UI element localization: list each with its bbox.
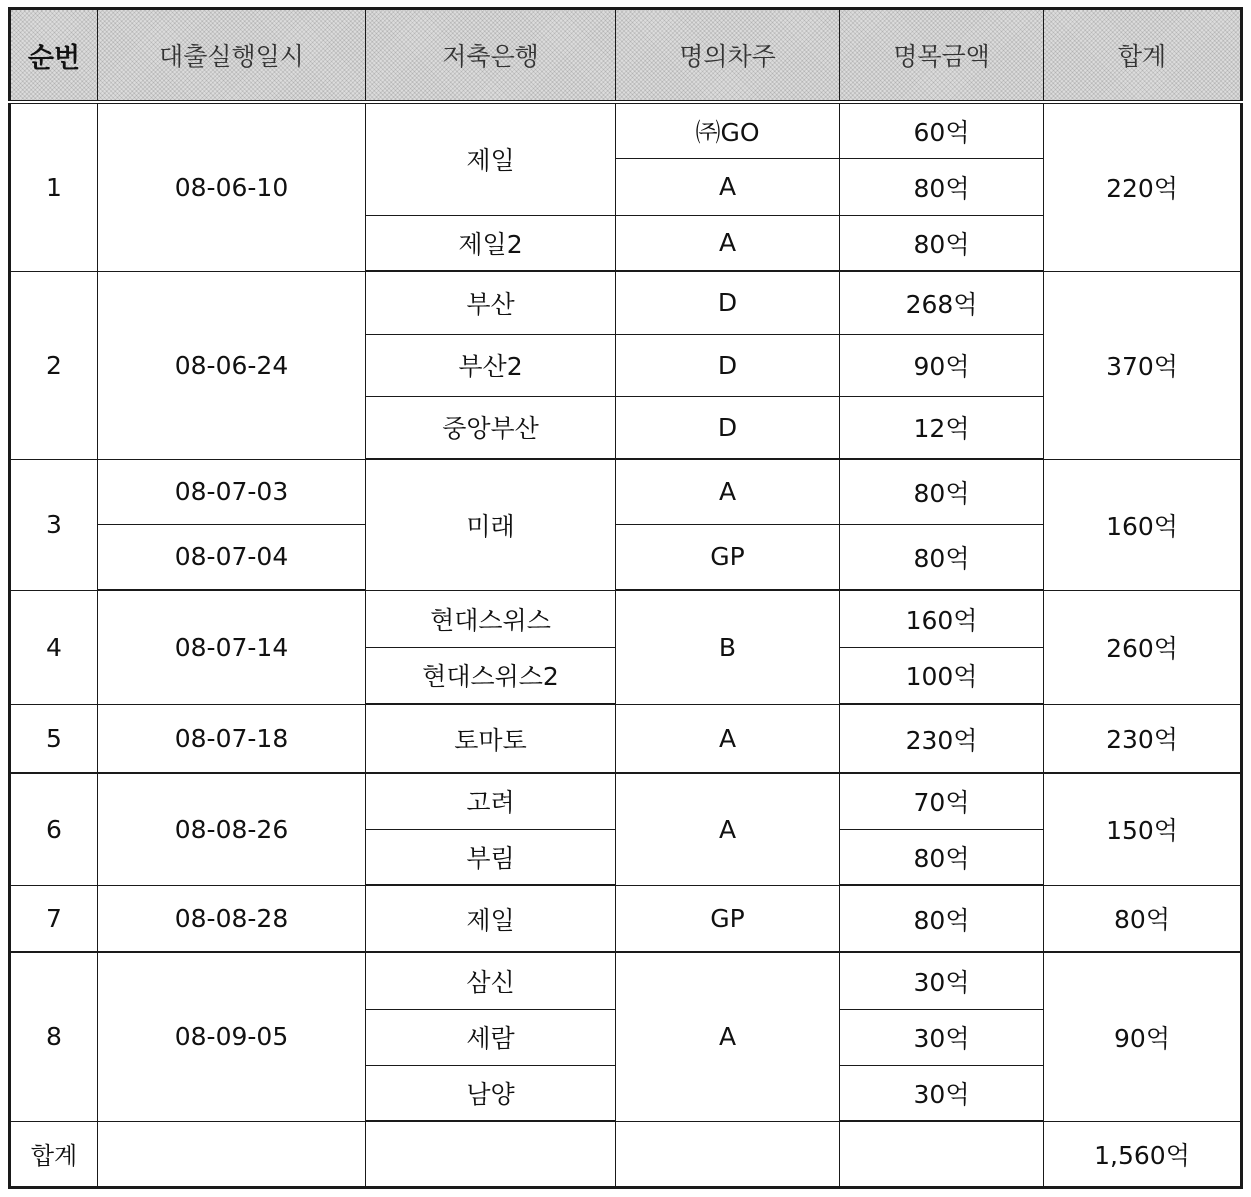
owner-cell: GP (616, 885, 840, 952)
amount-cell: 100억 (840, 647, 1044, 704)
table-row (10, 952, 1242, 1009)
seq-cell: 2 (10, 271, 98, 459)
empty-cell (366, 1121, 616, 1188)
date-cell: 08-09-05 (98, 952, 366, 1121)
empty-cell (840, 1121, 1044, 1188)
amount-cell: 30억 (840, 1065, 1044, 1121)
header-owner: 명의차주 (616, 9, 840, 103)
bank-cell: 제일 (366, 885, 616, 952)
table-row (10, 704, 1242, 773)
empty-cell (616, 1121, 840, 1188)
seq-cell: 5 (10, 704, 98, 773)
grand-total-value: 1,560억 (1044, 1121, 1242, 1188)
amount-cell: 80억 (840, 158, 1044, 215)
amount-cell: 70억 (840, 773, 1044, 829)
owner-cell: D (616, 396, 840, 459)
group-total-cell: 260억 (1044, 590, 1242, 704)
table-row (10, 590, 1242, 647)
group-total-cell: 230억 (1044, 704, 1242, 773)
amount-cell: 30억 (840, 952, 1044, 1009)
bank-cell: 제일 (366, 102, 616, 215)
table-row (10, 102, 1242, 158)
bank-cell: 부림 (366, 829, 616, 885)
header-seq: 순번 (10, 9, 98, 103)
amount-cell: 80억 (840, 829, 1044, 885)
table-row (10, 459, 1242, 524)
table-row (10, 773, 1242, 829)
date-cell: 08-07-18 (98, 704, 366, 773)
amount-cell: 80억 (840, 459, 1044, 524)
owner-cell: A (616, 952, 840, 1121)
group-total-cell: 150억 (1044, 773, 1242, 885)
owner-cell: A (616, 459, 840, 524)
bank-cell: 삼신 (366, 952, 616, 1009)
header-date: 대출실행일시 (98, 9, 366, 103)
owner-cell: B (616, 590, 840, 704)
group-total-cell: 220억 (1044, 102, 1242, 271)
header-total: 합계 (1044, 9, 1242, 103)
date-cell: 08-07-03 (98, 459, 366, 524)
owner-cell: A (616, 158, 840, 215)
group-total-cell: 370억 (1044, 271, 1242, 459)
date-cell: 08-07-14 (98, 590, 366, 704)
amount-cell: 30억 (840, 1009, 1044, 1065)
group-total-cell: 90억 (1044, 952, 1242, 1121)
amount-cell: 80억 (840, 885, 1044, 952)
grand-total-row (10, 1121, 1242, 1188)
owner-cell: D (616, 334, 840, 396)
bank-cell: 부산 (366, 271, 616, 334)
group-total-cell: 80억 (1044, 885, 1242, 952)
date-cell: 08-06-10 (98, 102, 366, 271)
bank-cell: 부산2 (366, 334, 616, 396)
seq-cell: 3 (10, 459, 98, 590)
bank-cell: 고려 (366, 773, 616, 829)
grand-total-label: 합계 (10, 1121, 98, 1188)
bank-cell: 현대스위스 (366, 590, 616, 647)
date-cell: 08-06-24 (98, 271, 366, 459)
header-bank: 저축은행 (366, 9, 616, 103)
seq-cell: 8 (10, 952, 98, 1121)
owner-cell: A (616, 704, 840, 773)
owner-cell: A (616, 215, 840, 271)
owner-cell: A (616, 773, 840, 885)
bank-cell: 미래 (366, 459, 616, 590)
amount-cell: 90억 (840, 334, 1044, 396)
seq-cell: 7 (10, 885, 98, 952)
empty-cell (98, 1121, 366, 1188)
amount-cell: 80억 (840, 524, 1044, 590)
table-row (10, 885, 1242, 952)
amount-cell: 12억 (840, 396, 1044, 459)
owner-cell: ㈜GO (616, 102, 840, 158)
amount-cell: 160억 (840, 590, 1044, 647)
owner-cell: D (616, 271, 840, 334)
header-amount: 명목금액 (840, 9, 1044, 103)
table-row (10, 271, 1242, 334)
seq-cell: 4 (10, 590, 98, 704)
amount-cell: 230억 (840, 704, 1044, 773)
date-cell: 08-07-04 (98, 524, 366, 590)
bank-cell: 제일2 (366, 215, 616, 271)
amount-cell: 268억 (840, 271, 1044, 334)
amount-cell: 80억 (840, 215, 1044, 271)
owner-cell: GP (616, 524, 840, 590)
group-total-cell: 160억 (1044, 459, 1242, 590)
bank-cell: 현대스위스2 (366, 647, 616, 704)
amount-cell: 60억 (840, 102, 1044, 158)
seq-cell: 6 (10, 773, 98, 885)
header-row (10, 9, 1242, 103)
seq-cell: 1 (10, 102, 98, 271)
loan-summary-table (8, 7, 1243, 1189)
bank-cell: 중앙부산 (366, 396, 616, 459)
date-cell: 08-08-28 (98, 885, 366, 952)
bank-cell: 세람 (366, 1009, 616, 1065)
bank-cell: 토마토 (366, 704, 616, 773)
bank-cell: 남양 (366, 1065, 616, 1121)
date-cell: 08-08-26 (98, 773, 366, 885)
